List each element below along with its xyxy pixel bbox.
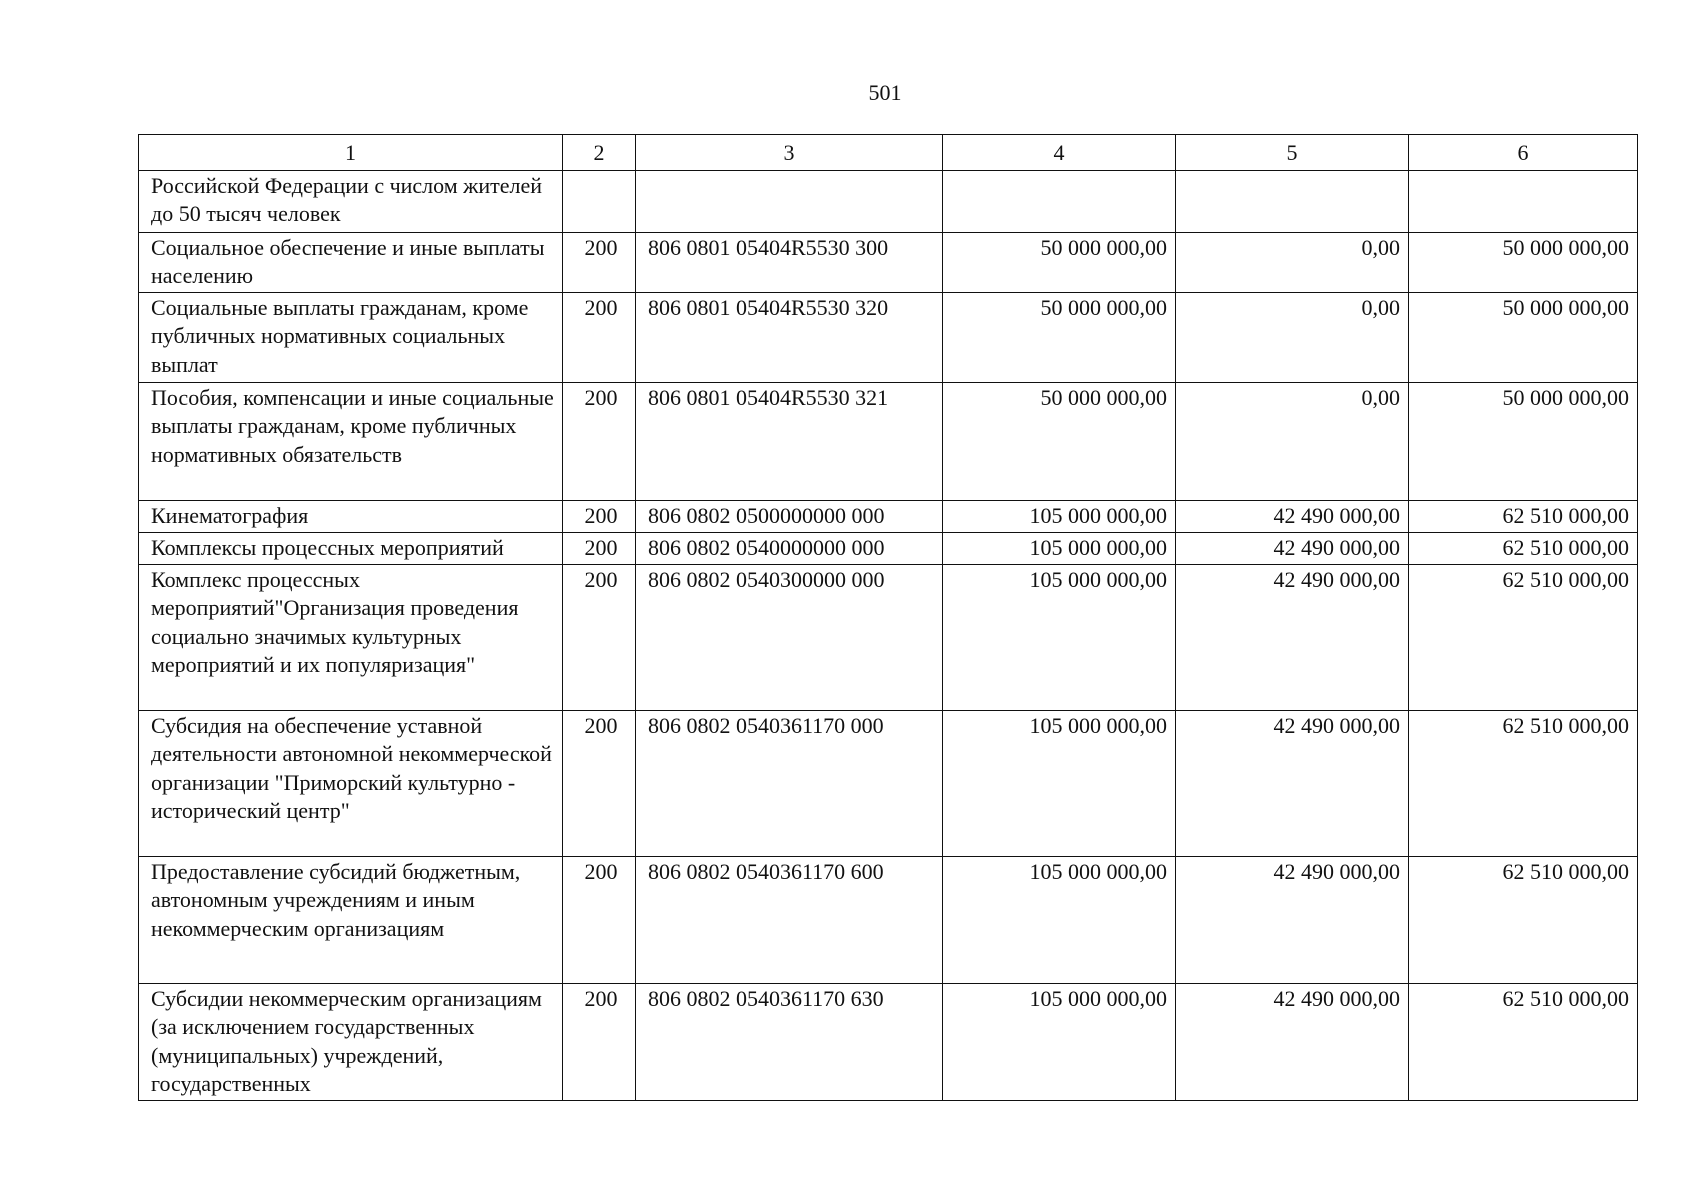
row-admin-code: 200: [563, 983, 636, 1100]
row-budget-code: 806 0802 0540300000 000: [636, 564, 943, 710]
row-value-col4: 105 000 000,00: [943, 532, 1176, 564]
row-name: Кинематография: [139, 500, 563, 532]
row-budget-code: 806 0802 0540361170 630: [636, 983, 943, 1100]
row-value-col4: 105 000 000,00: [943, 983, 1176, 1100]
budget-table: [138, 134, 1638, 1101]
row-admin-code: 200: [563, 532, 636, 564]
row-value-col6: 62 510 000,00: [1409, 710, 1638, 856]
column-header-5: 5: [1176, 135, 1409, 171]
row-value-col5: 0,00: [1176, 382, 1409, 500]
table-row: [139, 382, 1638, 500]
row-name: Субсидии некоммерческим организациям (за исключением государственных (муниципальных) учреждений, государственных: [139, 983, 563, 1100]
row-value-col6: 50 000 000,00: [1409, 232, 1638, 292]
row-budget-code: 806 0801 05404R5530 321: [636, 382, 943, 500]
row-budget-code: 806 0801 05404R5530 320: [636, 292, 943, 382]
row-value-col6: [1409, 170, 1638, 232]
table-row: [139, 532, 1638, 564]
row-value-col5: 42 490 000,00: [1176, 500, 1409, 532]
row-value-col5: [1176, 170, 1409, 232]
row-value-col5: 42 490 000,00: [1176, 564, 1409, 710]
row-value-col5: 42 490 000,00: [1176, 856, 1409, 983]
row-budget-code: 806 0802 0500000000 000: [636, 500, 943, 532]
row-admin-code: 200: [563, 292, 636, 382]
row-budget-code: 806 0802 0540361170 600: [636, 856, 943, 983]
row-value-col5: 0,00: [1176, 232, 1409, 292]
row-name: Социальное обеспечение и иные выплаты населению: [139, 232, 563, 292]
row-value-col4: [943, 170, 1176, 232]
row-value-col4: 50 000 000,00: [943, 232, 1176, 292]
row-value-col6: 62 510 000,00: [1409, 532, 1638, 564]
column-header-1: 1: [139, 135, 563, 171]
table-row: [139, 232, 1638, 292]
row-value-col6: 62 510 000,00: [1409, 564, 1638, 710]
row-name: Субсидия на обеспечение уставной деятельности автономной некоммерческой организации "Приморский культурно - исторический центр": [139, 710, 563, 856]
table-row: [139, 710, 1638, 856]
row-name: Российской Федерации с числом жителей до 50 тысяч человек: [139, 170, 563, 232]
row-value-col6: 62 510 000,00: [1409, 983, 1638, 1100]
row-name: Комплекс процессных мероприятий"Организация проведения социально значимых культурных мероприятий и их популяризация": [139, 564, 563, 710]
row-name: Предоставление субсидий бюджетным, автономным учреждениям и иным некоммерческим организациям: [139, 856, 563, 983]
column-header-6: 6: [1409, 135, 1638, 171]
row-value-col6: 50 000 000,00: [1409, 382, 1638, 500]
row-value-col5: 42 490 000,00: [1176, 983, 1409, 1100]
row-value-col5: 42 490 000,00: [1176, 532, 1409, 564]
column-header-2: 2: [563, 135, 636, 171]
row-value-col4: 50 000 000,00: [943, 292, 1176, 382]
column-header-3: 3: [636, 135, 943, 171]
row-value-col4: 105 000 000,00: [943, 856, 1176, 983]
row-admin-code: 200: [563, 382, 636, 500]
row-value-col6: 62 510 000,00: [1409, 856, 1638, 983]
row-value-col4: 105 000 000,00: [943, 500, 1176, 532]
table-row: [139, 500, 1638, 532]
row-value-col4: 105 000 000,00: [943, 710, 1176, 856]
row-budget-code: 806 0801 05404R5530 300: [636, 232, 943, 292]
row-value-col6: 62 510 000,00: [1409, 500, 1638, 532]
row-budget-code: 806 0802 0540361170 000: [636, 710, 943, 856]
table-row: [139, 856, 1638, 983]
row-admin-code: 200: [563, 710, 636, 856]
header-row: [139, 135, 1638, 171]
row-budget-code: 806 0802 0540000000 000: [636, 532, 943, 564]
column-header-4: 4: [943, 135, 1176, 171]
row-admin-code: 200: [563, 564, 636, 710]
table-row: [139, 292, 1638, 382]
table-row: [139, 564, 1638, 710]
table-row: [139, 170, 1638, 232]
row-admin-code: 200: [563, 232, 636, 292]
row-value-col6: 50 000 000,00: [1409, 292, 1638, 382]
row-admin-code: 200: [563, 856, 636, 983]
row-value-col4: 105 000 000,00: [943, 564, 1176, 710]
row-name: Пособия, компенсации и иные социальные выплаты гражданам, кроме публичных нормативных обязательств: [139, 382, 563, 500]
page-number: 501: [868, 80, 902, 105]
row-value-col5: 42 490 000,00: [1176, 710, 1409, 856]
row-value-col5: 0,00: [1176, 292, 1409, 382]
row-budget-code: [636, 170, 943, 232]
row-admin-code: [563, 170, 636, 232]
row-name: Социальные выплаты гражданам, кроме публичных нормативных социальных выплат: [139, 292, 563, 382]
row-value-col4: 50 000 000,00: [943, 382, 1176, 500]
row-name: Комплексы процессных мероприятий: [139, 532, 563, 564]
table-row: [139, 983, 1638, 1100]
row-admin-code: 200: [563, 500, 636, 532]
